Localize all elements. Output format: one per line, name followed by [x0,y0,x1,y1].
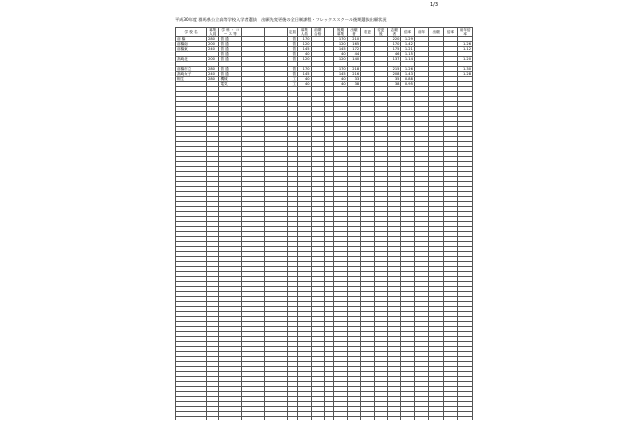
table-cell: 44 [347,52,360,57]
table-cell: 218 [347,67,360,72]
table-cell [334,417,347,421]
table-cell: 0.95 [401,82,414,87]
table-cell: 高崎女子 [176,72,207,77]
table-cell: 38 [388,82,401,87]
table-cell: 桐生 [176,77,207,82]
table-cell [242,417,265,421]
table-cell: 120 [298,57,311,62]
table-cell: 0.88 [401,77,414,82]
table-cell: 1.28 [458,72,473,77]
table-cell: 前橋市立 [176,67,207,72]
table-cell: 208 [388,72,401,77]
header-cell: 倍率 [401,28,414,37]
table-cell: 普 通 [219,42,242,47]
table-cell: 210 [347,37,360,42]
table-cell: 170 [388,42,401,47]
table-cell: 1.21 [401,47,414,52]
header-cell: 学 科 ・ コ ー ス 等 [219,28,242,37]
table-cell: 前 橋 [176,37,207,42]
table-cell: 120 [298,42,311,47]
table-cell: 1.14 [401,57,414,62]
table-cell: 普 [287,37,297,42]
document-title: 平成30年度 群馬県公立高等学校入学者選抜 出願先変更後の全日制課程・フレックススクール後期選抜出願状況 [175,17,387,22]
table-cell: 機械 [219,77,242,82]
table-cell: 普 [287,52,297,57]
table-header-row [176,28,473,37]
table-cell [311,417,324,421]
header-cell: 後期募集 [334,28,347,37]
table-cell [264,417,287,421]
table-cell: 1.42 [401,42,414,47]
table-cell: 35 [388,77,401,82]
table-cell: 280 [207,67,219,72]
table-cell: 40 [298,82,311,87]
table-cell: 前橋南 [176,42,207,47]
application-status-table [175,27,473,420]
table-cell: 216 [347,72,360,77]
table-cell: 120 [334,57,347,62]
table-cell: 1.20 [458,57,473,62]
table-cell: 40 [298,52,311,57]
table-cell [287,417,297,421]
header-cell [242,28,265,37]
table-row [176,417,473,421]
table-cell [219,417,242,421]
table-cell [429,417,443,421]
table-cell: 165 [347,42,360,47]
table-cell: 普 [287,72,297,77]
table-cell: 1.26 [458,42,473,47]
table-cell: 145 [298,72,311,77]
header-cell: 募集人員 [207,28,219,37]
table-cell: 137 [388,57,401,62]
table-cell: 33 [347,77,360,82]
table-cell: 40 [334,52,347,57]
table-cell: 1.26 [401,67,414,72]
table-cell: 46 [388,52,401,57]
header-cell: 募集人員 [298,28,311,37]
table-cell: 普 [287,67,297,72]
table-cell: 1.30 [458,67,473,72]
table-cell: 120 [334,42,347,47]
table-cell: 普 通 [219,37,242,42]
table-cell [347,417,360,421]
table-cell [324,417,333,421]
table-cell: 普 [287,42,297,47]
table-cell: 1.15 [401,52,414,57]
table-cell: 145 [298,47,311,52]
table-cell: 普 通 [219,67,242,72]
table-cell: 280 [207,77,219,82]
table-cell: 40 [334,77,347,82]
table-cell: 普 通 [219,47,242,52]
table-cell: 170 [334,37,347,42]
table-cell [414,417,428,421]
table-cell: 172 [347,47,360,52]
table-cell: 普 [287,47,297,52]
table-cell: 145 [334,47,347,52]
header-cell: 学 校 名 [176,28,207,37]
header-cell: 倍率 [443,28,457,37]
header-cell [264,28,287,37]
header-cell: 出願 [429,28,443,37]
header-cell: 変更後 [374,28,387,37]
header-cell: 出願者 [347,28,360,37]
table-cell: 普 通 [219,52,242,57]
table-cell [388,417,401,421]
table-container [175,27,473,420]
table-cell: 1.12 [458,47,473,52]
table-cell [207,417,219,421]
table-cell [298,417,311,421]
table-cell: 240 [207,47,219,52]
header-cell: 前期合格 [311,28,324,37]
table-cell: 工 [287,82,297,87]
table-cell: 40 [298,77,311,82]
table-cell: 38 [347,82,360,87]
table-cell: 170 [298,37,311,42]
table-cell [401,417,414,421]
table-cell: 1.29 [401,37,414,42]
table-cell [443,417,457,421]
table-cell: 普 通 [219,72,242,77]
table-cell [458,417,473,421]
table-cell: 前橋東 [176,47,207,52]
table-cell: 240 [207,72,219,77]
table-cell: 145 [334,72,347,77]
table-cell: 高崎北 [176,57,207,62]
table-cell [361,417,374,421]
table-cell: 220 [388,37,401,42]
table-cell: 170 [334,67,347,72]
table-cell: 普 通 [219,57,242,62]
page-number: 1/3 [430,2,439,8]
table-cell [176,417,207,421]
header-cell: 志願者 [388,28,401,37]
header-cell: 前年倍率 [459,28,471,36]
table-cell: 215 [388,67,401,72]
table-cell: 1.43 [401,72,414,77]
table-cell: 工 [287,77,297,82]
table-cell: 200 [207,57,219,62]
header-cell: 変更 [361,28,374,37]
table-cell: 280 [207,37,219,42]
table-cell: 175 [388,47,401,52]
table-cell: 普 [287,57,297,62]
header-cell: 前年 [414,28,428,37]
table-cell: 140 [347,57,360,62]
header-cell: 定員 [287,28,297,37]
table-cell: 200 [207,42,219,47]
header-cell [324,28,333,37]
table-cell [374,417,387,421]
table-cell: 電気 [219,82,242,87]
table-body [176,37,473,421]
table-cell: 40 [334,82,347,87]
table-cell: 170 [298,67,311,72]
